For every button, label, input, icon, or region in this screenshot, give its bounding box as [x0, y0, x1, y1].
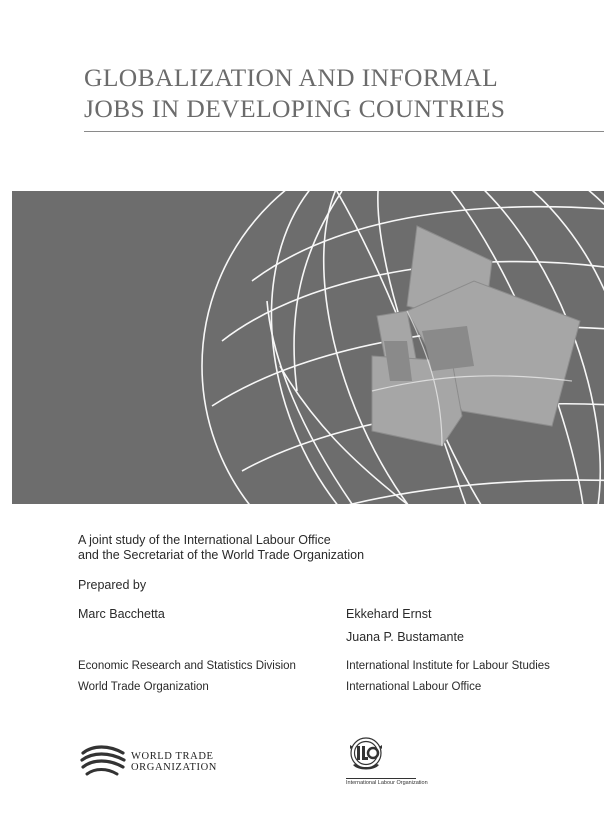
- ilo-emblem-icon: [344, 733, 408, 779]
- title-divider: [84, 131, 604, 132]
- affiliation-right-1: International Institute for Labour Studies: [346, 660, 550, 672]
- cover-illustration: [12, 191, 604, 504]
- author-right-1: Ekkehard Ernst: [346, 607, 432, 621]
- author-left-1: Marc Bacchetta: [78, 607, 165, 621]
- affiliation-left-2: World Trade Organization: [78, 681, 209, 693]
- intro-line-2: and the Secretariat of the World Trade Organization: [78, 548, 365, 562]
- author-right-2: Juana P. Bustamante: [346, 630, 464, 644]
- document-title: [84, 62, 564, 124]
- ilo-logo: [344, 733, 408, 783]
- prepared-by-label: Prepared by: [78, 578, 147, 592]
- ilo-caption: International Labour Organization: [346, 780, 428, 786]
- globe-illustration-icon: [12, 191, 604, 504]
- wto-name-line-2: ORGANIZATION: [131, 762, 217, 773]
- affiliation-left-1: Economic Research and Statistics Division: [78, 660, 296, 672]
- affiliation-right-2: International Labour Office: [346, 681, 482, 693]
- title-line-1: GLOBALIZATION AND INFORMAL: [84, 63, 499, 92]
- intro-line-1: A joint study of the International Labour Office: [78, 533, 331, 547]
- wto-name-line-1: WORLD TRADE: [131, 751, 214, 762]
- ilo-divider: [346, 778, 416, 779]
- wto-wordmark: [131, 751, 217, 773]
- title-line-2: JOBS IN DEVELOPING COUNTRIES: [84, 94, 506, 123]
- wto-logo-icon: [79, 741, 129, 781]
